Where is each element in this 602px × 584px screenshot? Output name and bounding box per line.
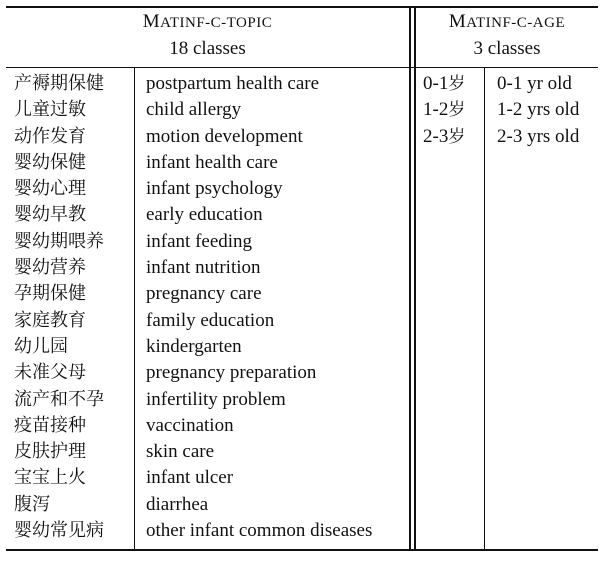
topic-english-cell: infant health care xyxy=(146,151,278,173)
topic-header-title: MATINF-C-TOPIC xyxy=(142,11,273,32)
topic-chinese-cell: 宝宝上火 xyxy=(14,467,86,489)
topic-english-cell: infant ulcer xyxy=(146,467,234,489)
topic-english-cell: other infant common diseases xyxy=(146,520,373,542)
topic-chinese-cell: 产褥期保健 xyxy=(14,73,104,94)
topic-english-cell: infant nutrition xyxy=(146,257,261,279)
topic-chinese-cell: 腹泻 xyxy=(14,493,50,515)
age-chinese-cell: 0-1岁 xyxy=(423,73,466,94)
class-table xyxy=(6,0,598,584)
topic-header xyxy=(6,9,409,62)
age-header-title: MATINF-C-AGE xyxy=(448,11,566,32)
age-chinese-cell: 2-3岁 xyxy=(423,125,466,147)
topic-english-cell: skin care xyxy=(146,441,215,463)
topic-english-cell: pregnancy care xyxy=(146,283,262,305)
topic-chinese-cell: 流产和不孕 xyxy=(14,388,104,410)
double-rule-left xyxy=(409,8,411,549)
topic-english-cell: infertility problem xyxy=(146,388,286,410)
topic-header-subtitle: 18 classes xyxy=(169,38,246,59)
topic-chinese-cell: 家庭教育 xyxy=(14,309,86,331)
age-chinese-column xyxy=(423,71,465,150)
topic-chinese-cell: 儿童过敏 xyxy=(14,99,86,121)
topic-chinese-cell: 婴幼营养 xyxy=(14,257,86,279)
topic-english-cell: vaccination xyxy=(146,414,234,436)
topic-chinese-cell: 疫苗接种 xyxy=(14,414,86,436)
topic-english-cell: child allergy xyxy=(146,99,242,121)
topic-chinese-cell: 孕期保健 xyxy=(14,283,86,305)
topic-chinese-cell: 婴幼保健 xyxy=(14,151,86,173)
topic-english-cell: diarrhea xyxy=(146,493,209,515)
topic-chinese-cell: 婴幼早教 xyxy=(14,204,86,226)
topic-chinese-cell: 幼儿园 xyxy=(14,335,68,357)
top-rule xyxy=(6,6,598,8)
age-divider xyxy=(484,68,485,549)
topic-english-cell: family education xyxy=(146,309,275,331)
topic-chinese-cell: 动作发育 xyxy=(14,125,86,147)
age-header xyxy=(416,9,598,62)
age-english-cell: 0-1 yr old xyxy=(497,73,572,94)
age-header-subtitle: 3 classes xyxy=(473,38,541,59)
topic-chinese-cell: 婴幼常见病 xyxy=(14,520,104,542)
topic-english-cell: infant feeding xyxy=(146,230,253,252)
topic-chinese-cell: 皮肤护理 xyxy=(14,441,86,463)
topic-english-cell: infant psychology xyxy=(146,178,283,200)
age-english-cell: 1-2 yrs old xyxy=(497,99,580,121)
topic-english-cell: postpartum health care xyxy=(146,73,320,94)
age-english-cell: 2-3 yrs old xyxy=(497,125,580,147)
topic-chinese-cell: 未准父母 xyxy=(14,362,86,384)
topic-english-cell: pregnancy preparation xyxy=(146,362,317,384)
topic-english-cell: motion development xyxy=(146,125,303,147)
age-chinese-cell: 1-2岁 xyxy=(423,99,466,121)
topic-english-cell: early education xyxy=(146,204,263,226)
topic-english-column xyxy=(146,71,372,544)
topic-chinese-cell: 婴幼心理 xyxy=(14,178,86,200)
topic-english-cell: kindergarten xyxy=(146,335,242,357)
topic-chinese-column xyxy=(14,71,104,544)
topic-divider xyxy=(134,68,135,549)
header-rule xyxy=(6,67,598,68)
bottom-rule xyxy=(6,549,598,551)
topic-chinese-cell: 婴幼期喂养 xyxy=(14,230,104,252)
double-rule-right xyxy=(414,8,416,549)
age-english-column xyxy=(497,71,579,150)
